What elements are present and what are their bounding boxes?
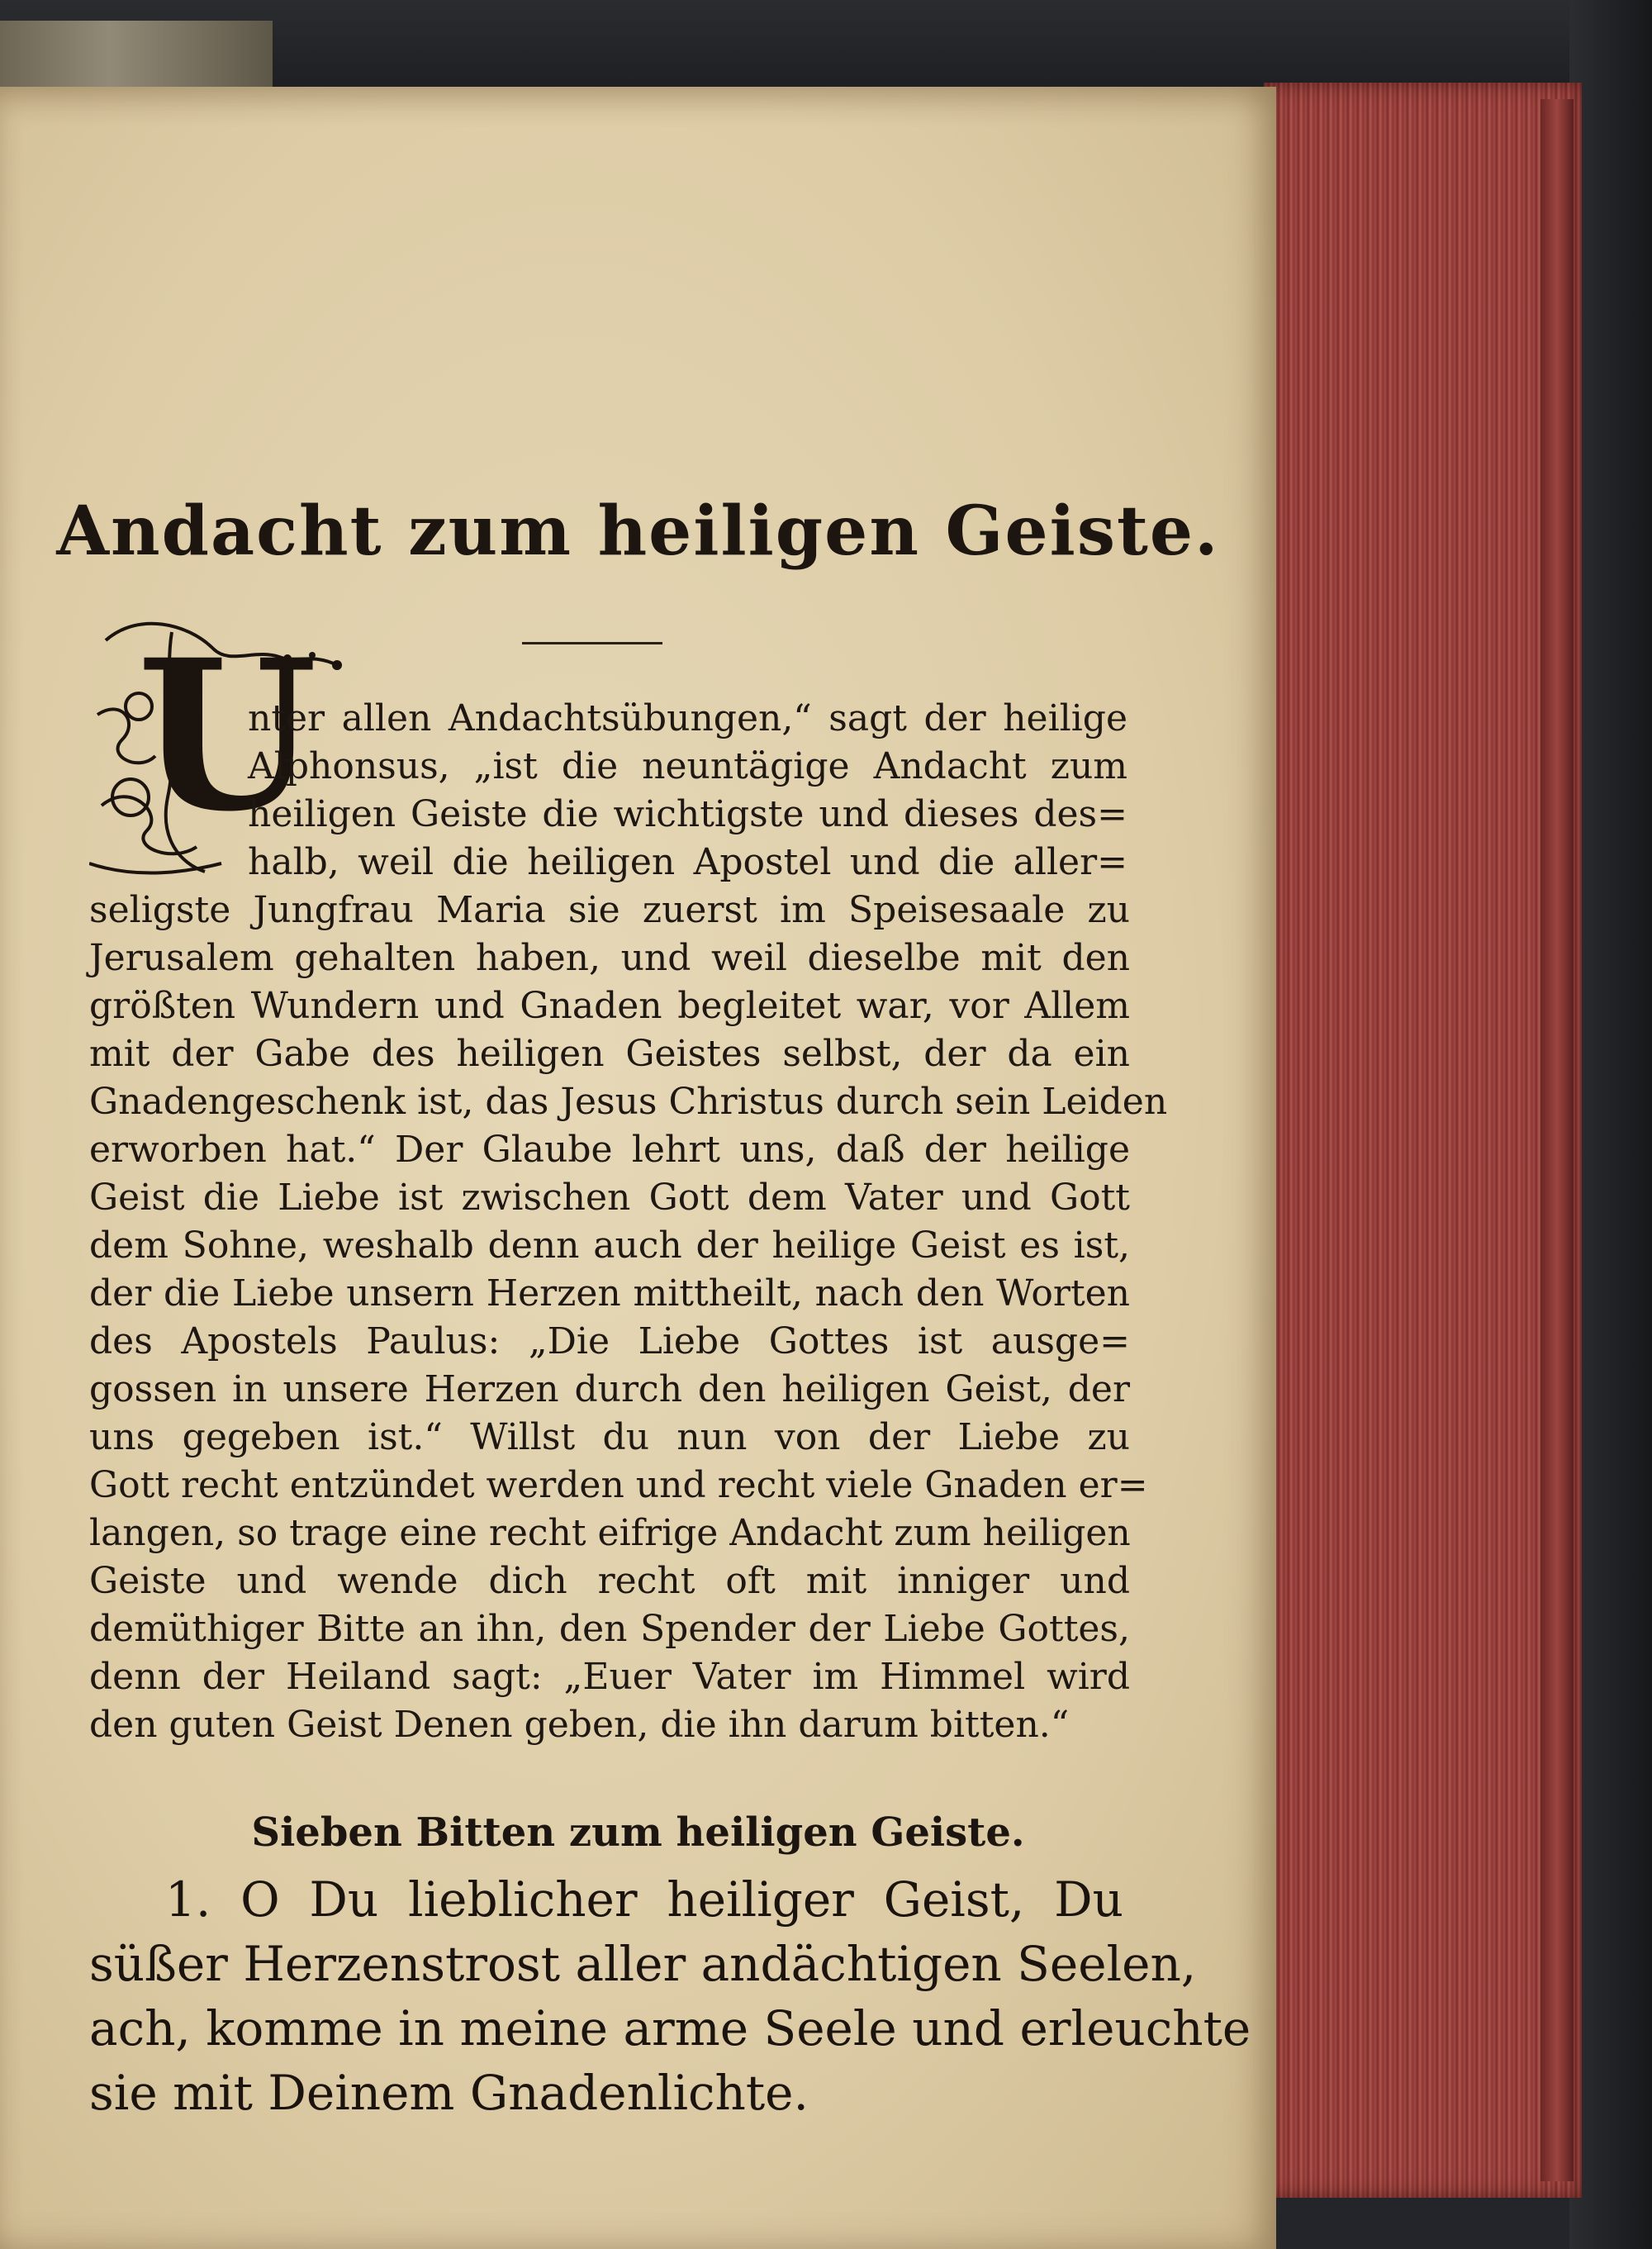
page-title: Andacht zum heiligen Geiste. (56, 492, 1220, 571)
body-line: seligste Jungfrau Maria sie zuerst im Speisesaale zu (89, 889, 1130, 931)
body-line: halb, weil die heiligen Apostel und die aller= (248, 841, 1127, 883)
book-cover-right (1569, 0, 1652, 2249)
body-line: demüthiger Bitte an ihn, den Spender der Liebe Gottes, (89, 1608, 1130, 1650)
prayer-line: süßer Herzenstrost aller andächtigen Seelen, (89, 1936, 1197, 1992)
body-line: dem Sohne, weshalb denn auch der heilige Geist es ist, (89, 1224, 1130, 1267)
body-line: Jerusalem gehalten haben, und weil dieselbe mit den (89, 937, 1130, 979)
body-line: Gnadengeschenk ist, das Jesus Christus durch sein Leiden (89, 1081, 1168, 1123)
body-line: uns gegeben ist.“ Willst du nun von der Liebe zu (89, 1416, 1130, 1458)
body-line: größten Wundern und Gnaden begleitet war, vor Allem (89, 985, 1130, 1027)
body-line: denn der Heiland sagt: „Euer Vater im Himmel wird (89, 1656, 1130, 1698)
prayer-line: ach, komme in meine arme Seele und erleuchte (89, 2000, 1251, 2056)
title-divider (522, 642, 662, 644)
body-line: gossen in unsere Herzen durch den heiligen Geist, der (89, 1368, 1130, 1410)
body-line: Gott recht entzündet werden und recht viele Gnaden er= (89, 1464, 1148, 1506)
body-line: des Apostels Paulus: „Die Liebe Gottes ist ausge= (89, 1320, 1130, 1362)
body-line: Geist die Liebe ist zwischen Gott dem Vater und Gott (89, 1177, 1130, 1219)
section-heading: Sieben Bitten zum heiligen Geiste. (251, 1809, 1025, 1856)
binding-strip (0, 21, 273, 91)
body-line: heiligen Geiste die wichtigste und dieses des= (248, 793, 1127, 835)
body-line: den guten Geist Denen geben, die ihn darum bitten.“ (89, 1704, 1070, 1746)
body-line: der die Liebe unsern Herzen mittheilt, nach den Worten (89, 1272, 1130, 1315)
body-line: Geiste und wende dich recht oft mit inniger und (89, 1560, 1130, 1602)
book-page (0, 87, 1276, 2249)
page-edges-red (1264, 83, 1582, 2198)
initial-letter: U (137, 614, 318, 857)
body-line: nter allen Andachtsübungen,“ sagt der heilige (248, 697, 1127, 739)
body-line: Alphonsus, „ist die neuntägige Andacht zum (248, 745, 1127, 787)
prayer-line: 1. O Du lieblicher heiliger Geist, Du (165, 1871, 1123, 1928)
body-line: langen, so trage eine recht eifrige Andacht zum heiligen (89, 1512, 1131, 1554)
body-line: erworben hat.“ Der Glaube lehrt uns, daß der heilige (89, 1129, 1130, 1171)
page-edges-shadow (1540, 99, 1574, 2181)
body-line: mit der Gabe des heiligen Geistes selbst, der da ein (89, 1033, 1130, 1075)
prayer-line: sie mit Deinem Gnadenlichte. (89, 2065, 809, 2121)
